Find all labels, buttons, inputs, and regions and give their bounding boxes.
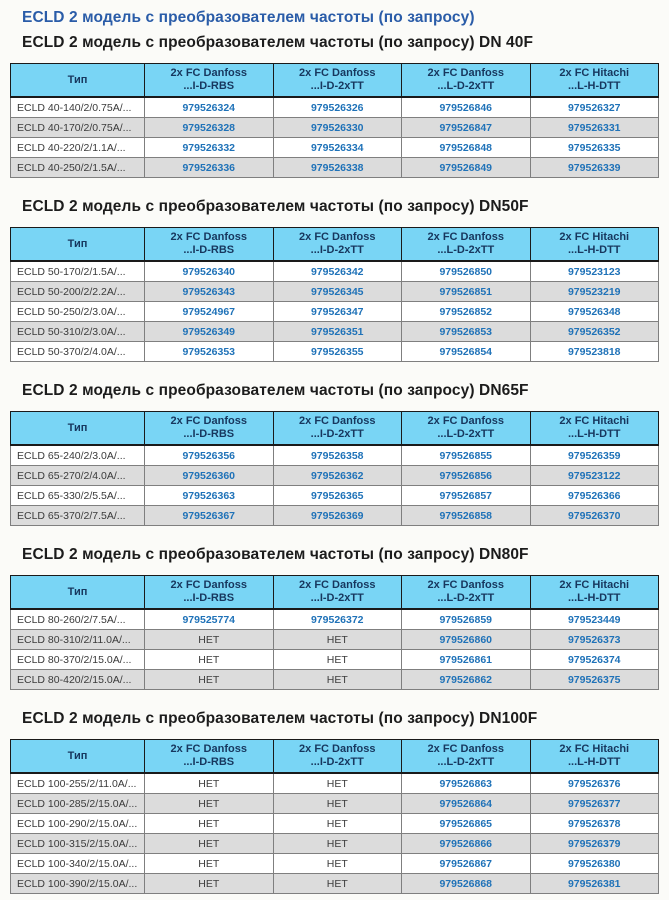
- table-row: [11, 342, 659, 362]
- not-available-cell: НЕТ: [145, 773, 274, 794]
- column-header-variant: [273, 740, 402, 774]
- column-header-variant: [145, 412, 274, 446]
- table-row: [11, 466, 659, 486]
- order-code-link[interactable]: 979526847: [402, 118, 531, 138]
- order-codes-table: [10, 63, 659, 178]
- order-code-link[interactable]: 979526367: [145, 506, 274, 526]
- type-cell: ECLD 100-255/2/11.0A/...: [11, 773, 145, 794]
- order-code-link[interactable]: 979526861: [402, 650, 531, 670]
- column-header-variant: [273, 64, 402, 98]
- order-code-link[interactable]: 979526358: [273, 445, 402, 466]
- table-row: [11, 630, 659, 650]
- column-header-variant: [145, 576, 274, 610]
- column-header-variant: [402, 740, 531, 774]
- column-header-line1: Тип: [67, 73, 88, 86]
- type-cell: ECLD 100-290/2/15.0A/...: [11, 814, 145, 834]
- column-header-variant: [530, 740, 659, 774]
- order-codes-table: [10, 739, 659, 894]
- table-row: [11, 118, 659, 138]
- not-available-cell: НЕТ: [145, 650, 274, 670]
- order-codes-table: [10, 575, 659, 690]
- order-code-link[interactable]: 979526849: [402, 158, 531, 178]
- order-code-link[interactable]: 979526853: [402, 322, 531, 342]
- table-row: [11, 794, 659, 814]
- column-header-line2: ...L-D-2xTT: [437, 592, 495, 604]
- not-available-cell: НЕТ: [273, 874, 402, 894]
- order-codes-table: [10, 411, 659, 526]
- order-code-link[interactable]: 979526858: [402, 506, 531, 526]
- column-header-line1: 2x FC Hitachi: [559, 743, 630, 755]
- type-cell: ECLD 80-260/2/7.5A/...: [11, 609, 145, 630]
- table-header-row: [11, 228, 659, 262]
- column-header-line1: 2x FC Danfoss: [170, 415, 247, 427]
- type-cell: ECLD 40-170/2/0.75A/...: [11, 118, 145, 138]
- order-code-link[interactable]: 979523219: [530, 282, 659, 302]
- order-code-link[interactable]: 979526848: [402, 138, 531, 158]
- column-header-variant: [273, 576, 402, 610]
- table-row: [11, 261, 659, 282]
- column-header-line2: ...L-D-2xTT: [437, 428, 495, 440]
- table-header-row: [11, 740, 659, 774]
- order-code-link[interactable]: 979526866: [402, 834, 531, 854]
- type-cell: ECLD 65-270/2/4.0A/...: [11, 466, 145, 486]
- type-cell: ECLD 50-310/2/3.0A/...: [11, 322, 145, 342]
- not-available-cell: НЕТ: [273, 773, 402, 794]
- column-header-variant: [402, 64, 531, 98]
- column-header-line1: 2x FC Hitachi: [559, 67, 630, 79]
- type-cell: ECLD 50-250/2/3.0A/...: [11, 302, 145, 322]
- order-code-link[interactable]: 979526375: [530, 670, 659, 690]
- order-code-link[interactable]: 979526868: [402, 874, 531, 894]
- column-header-line2: ...I-D-RBS: [183, 80, 235, 92]
- page-title: ECLD 2 модель с преобразователем частоты (по запросу): [22, 9, 475, 26]
- order-code-link[interactable]: 979526360: [145, 466, 274, 486]
- order-code-link[interactable]: 979526331: [530, 118, 659, 138]
- not-available-cell: НЕТ: [273, 650, 402, 670]
- table-section: [10, 198, 659, 362]
- not-available-cell: НЕТ: [145, 814, 274, 834]
- column-header-type: [11, 576, 145, 610]
- column-header-line1: 2x FC Danfoss: [170, 743, 247, 755]
- order-code-link[interactable]: 979526862: [402, 670, 531, 690]
- order-code-link[interactable]: 979526353: [145, 342, 274, 362]
- section-title: ECLD 2 модель с преобразователем частоты (по запросу) DN100F: [22, 710, 538, 727]
- order-code-link[interactable]: 979526376: [530, 773, 659, 794]
- not-available-cell: НЕТ: [273, 670, 402, 690]
- order-code-link[interactable]: 979526857: [402, 486, 531, 506]
- column-header-line1: 2x FC Danfoss: [427, 579, 504, 591]
- order-code-link[interactable]: 979526339: [530, 158, 659, 178]
- order-code-link[interactable]: 979526852: [402, 302, 531, 322]
- order-code-link[interactable]: 979526348: [530, 302, 659, 322]
- table-row: [11, 650, 659, 670]
- order-code-link[interactable]: 979526854: [402, 342, 531, 362]
- order-code-link[interactable]: 979526352: [530, 322, 659, 342]
- table-row: [11, 773, 659, 794]
- table-row: [11, 445, 659, 466]
- not-available-cell: НЕТ: [273, 794, 402, 814]
- table-row: [11, 302, 659, 322]
- column-header-line1: 2x FC Danfoss: [427, 67, 504, 79]
- column-header-variant: [145, 740, 274, 774]
- table-section: [10, 710, 659, 894]
- type-cell: ECLD 50-370/2/4.0A/...: [11, 342, 145, 362]
- column-header-line1: 2x FC Hitachi: [559, 579, 630, 591]
- order-code-link[interactable]: 979526864: [402, 794, 531, 814]
- order-code-link[interactable]: 979526328: [145, 118, 274, 138]
- order-code-link[interactable]: 979526370: [530, 506, 659, 526]
- column-header-line2: ...I-D-2xTT: [310, 428, 364, 440]
- order-code-link[interactable]: 979523818: [530, 342, 659, 362]
- type-cell: ECLD 50-170/2/1.5A/...: [11, 261, 145, 282]
- order-code-link[interactable]: 979526359: [530, 445, 659, 466]
- type-cell: ECLD 50-200/2/2.2A/...: [11, 282, 145, 302]
- order-code-link[interactable]: 979526349: [145, 322, 274, 342]
- table-row: [11, 97, 659, 118]
- order-code-link[interactable]: 979523123: [530, 261, 659, 282]
- not-available-cell: НЕТ: [273, 630, 402, 650]
- column-header-variant: [530, 228, 659, 262]
- table-row: [11, 854, 659, 874]
- column-header-line2: ...L-D-2xTT: [437, 80, 495, 92]
- order-code-link[interactable]: 979526850: [402, 261, 531, 282]
- column-header-line2: ...L-H-DTT: [567, 592, 621, 604]
- column-header-line1: 2x FC Hitachi: [559, 231, 630, 243]
- not-available-cell: НЕТ: [145, 630, 274, 650]
- column-header-variant: [530, 576, 659, 610]
- column-header-line2: ...I-D-2xTT: [310, 80, 364, 92]
- not-available-cell: НЕТ: [273, 854, 402, 874]
- not-available-cell: НЕТ: [145, 794, 274, 814]
- table-section: [10, 546, 659, 690]
- not-available-cell: НЕТ: [145, 670, 274, 690]
- table-row: [11, 874, 659, 894]
- column-header-variant: [402, 412, 531, 446]
- order-code-link[interactable]: 979526380: [530, 854, 659, 874]
- order-code-link[interactable]: 979526338: [273, 158, 402, 178]
- order-code-link[interactable]: 979526381: [530, 874, 659, 894]
- column-header-type: [11, 412, 145, 446]
- order-code-link[interactable]: 979526863: [402, 773, 531, 794]
- column-header-line1: 2x FC Danfoss: [170, 231, 247, 243]
- order-code-link[interactable]: 979526363: [145, 486, 274, 506]
- order-code-link[interactable]: 979526335: [530, 138, 659, 158]
- order-code-link[interactable]: 979523449: [530, 609, 659, 630]
- type-cell: ECLD 65-330/2/5.5A/...: [11, 486, 145, 506]
- table-header-row: [11, 64, 659, 98]
- column-header-variant: [273, 412, 402, 446]
- order-code-link[interactable]: 979523122: [530, 466, 659, 486]
- order-codes-table: [10, 227, 659, 362]
- type-cell: ECLD 40-220/2/1.1A/...: [11, 138, 145, 158]
- order-code-link[interactable]: 979526332: [145, 138, 274, 158]
- column-header-line1: 2x FC Danfoss: [299, 231, 376, 243]
- column-header-line1: 2x FC Danfoss: [170, 579, 247, 591]
- order-code-link[interactable]: 979526356: [145, 445, 274, 466]
- column-header-variant: [145, 228, 274, 262]
- column-header-line1: Тип: [67, 237, 88, 250]
- type-cell: ECLD 80-310/2/11.0A/...: [11, 630, 145, 650]
- section-title: ECLD 2 модель с преобразователем частоты (по запросу) DN80F: [22, 546, 529, 563]
- table-row: [11, 609, 659, 630]
- table-header-row: [11, 412, 659, 446]
- order-code-link[interactable]: 979526324: [145, 97, 274, 118]
- order-code-link[interactable]: 979526362: [273, 466, 402, 486]
- column-header-line1: 2x FC Danfoss: [299, 743, 376, 755]
- table-section: [10, 382, 659, 526]
- table-row: [11, 814, 659, 834]
- column-header-variant: [273, 228, 402, 262]
- column-header-type: [11, 64, 145, 98]
- order-code-link[interactable]: 979526860: [402, 630, 531, 650]
- order-code-link[interactable]: 979526330: [273, 118, 402, 138]
- order-code-link[interactable]: 979526373: [530, 630, 659, 650]
- column-header-line1: 2x FC Danfoss: [427, 743, 504, 755]
- order-code-link[interactable]: 979526865: [402, 814, 531, 834]
- column-header-variant: [530, 64, 659, 98]
- order-code-link[interactable]: 979526366: [530, 486, 659, 506]
- type-cell: ECLD 80-420/2/15.0A/...: [11, 670, 145, 690]
- column-header-line2: ...L-H-DTT: [567, 244, 621, 256]
- column-header-line2: ...L-D-2xTT: [437, 756, 495, 768]
- order-code-link[interactable]: 979526347: [273, 302, 402, 322]
- table-row: [11, 834, 659, 854]
- order-code-link[interactable]: 979526379: [530, 834, 659, 854]
- order-code-link[interactable]: 979526355: [273, 342, 402, 362]
- table-section: [10, 34, 659, 178]
- order-code-link[interactable]: 979526851: [402, 282, 531, 302]
- not-available-cell: НЕТ: [273, 834, 402, 854]
- table-row: [11, 486, 659, 506]
- order-code-link[interactable]: 979526846: [402, 97, 531, 118]
- table-header-row: [11, 576, 659, 610]
- type-cell: ECLD 100-315/2/15.0A/...: [11, 834, 145, 854]
- order-code-link[interactable]: 979526859: [402, 609, 531, 630]
- order-code-link[interactable]: 979526326: [273, 97, 402, 118]
- section-title: ECLD 2 модель с преобразователем частоты (по запросу) DN 40F: [22, 34, 534, 51]
- column-header-variant: [145, 64, 274, 98]
- column-header-line1: 2x FC Danfoss: [427, 415, 504, 427]
- table-row: [11, 322, 659, 342]
- order-code-link[interactable]: 979526372: [273, 609, 402, 630]
- column-header-line2: ...I-D-RBS: [183, 592, 235, 604]
- type-cell: ECLD 65-240/2/3.0A/...: [11, 445, 145, 466]
- column-header-variant: [402, 228, 531, 262]
- section-title: ECLD 2 модель с преобразователем частоты (по запросу) DN65F: [22, 382, 529, 399]
- column-header-line1: 2x FC Danfoss: [427, 231, 504, 243]
- type-cell: ECLD 40-250/2/1.5A/...: [11, 158, 145, 178]
- table-row: [11, 506, 659, 526]
- order-code-link[interactable]: 979524967: [145, 302, 274, 322]
- column-header-line2: ...L-H-DTT: [567, 756, 621, 768]
- not-available-cell: НЕТ: [145, 874, 274, 894]
- order-code-link[interactable]: 979526336: [145, 158, 274, 178]
- type-cell: ECLD 100-340/2/15.0A/...: [11, 854, 145, 874]
- type-cell: ECLD 65-370/2/7.5A/...: [11, 506, 145, 526]
- order-code-link[interactable]: 979526855: [402, 445, 531, 466]
- column-header-line2: ...I-D-RBS: [183, 428, 235, 440]
- table-row: [11, 670, 659, 690]
- column-header-line2: ...L-D-2xTT: [437, 244, 495, 256]
- order-code-link[interactable]: 979525774: [145, 609, 274, 630]
- order-code-link[interactable]: 979526856: [402, 466, 531, 486]
- column-header-line2: ...I-D-2xTT: [310, 244, 364, 256]
- column-header-line2: ...L-H-DTT: [567, 428, 621, 440]
- column-header-line1: 2x FC Danfoss: [299, 67, 376, 79]
- column-header-line1: 2x FC Hitachi: [559, 415, 630, 427]
- order-code-link[interactable]: 979526343: [145, 282, 274, 302]
- type-cell: ECLD 100-285/2/15.0A/...: [11, 794, 145, 814]
- column-header-line1: 2x FC Danfoss: [170, 67, 247, 79]
- order-code-link[interactable]: 979526340: [145, 261, 274, 282]
- table-row: [11, 158, 659, 178]
- not-available-cell: НЕТ: [145, 854, 274, 874]
- order-code-link[interactable]: 979526374: [530, 650, 659, 670]
- column-header-line1: Тип: [67, 749, 88, 762]
- table-row: [11, 138, 659, 158]
- order-code-link[interactable]: 979526351: [273, 322, 402, 342]
- column-header-line1: Тип: [67, 421, 88, 434]
- type-cell: ECLD 100-390/2/15.0A/...: [11, 874, 145, 894]
- table-row: [11, 282, 659, 302]
- column-header-variant: [530, 412, 659, 446]
- type-cell: ECLD 80-370/2/15.0A/...: [11, 650, 145, 670]
- order-code-link[interactable]: 979526867: [402, 854, 531, 874]
- order-code-link[interactable]: 979526342: [273, 261, 402, 282]
- column-header-variant: [402, 576, 531, 610]
- not-available-cell: НЕТ: [145, 834, 274, 854]
- order-code-link[interactable]: 979526365: [273, 486, 402, 506]
- column-header-line2: ...I-D-RBS: [183, 756, 235, 768]
- column-header-line2: ...L-H-DTT: [567, 80, 621, 92]
- order-code-link[interactable]: 979526377: [530, 794, 659, 814]
- order-code-link[interactable]: 979526378: [530, 814, 659, 834]
- sections-container: [10, 34, 659, 894]
- order-code-link[interactable]: 979526369: [273, 506, 402, 526]
- not-available-cell: НЕТ: [273, 814, 402, 834]
- column-header-line1: 2x FC Danfoss: [299, 415, 376, 427]
- column-header-line1: 2x FC Danfoss: [299, 579, 376, 591]
- column-header-line2: ...I-D-2xTT: [310, 592, 364, 604]
- column-header-line1: Тип: [67, 585, 88, 598]
- column-header-type: [11, 228, 145, 262]
- order-code-link[interactable]: 979526345: [273, 282, 402, 302]
- order-code-link[interactable]: 979526327: [530, 97, 659, 118]
- order-code-link[interactable]: 979526334: [273, 138, 402, 158]
- column-header-type: [11, 740, 145, 774]
- type-cell: ECLD 40-140/2/0.75A/...: [11, 97, 145, 118]
- section-title: ECLD 2 модель с преобразователем частоты (по запросу) DN50F: [22, 198, 529, 215]
- column-header-line2: ...I-D-RBS: [183, 244, 235, 256]
- column-header-line2: ...I-D-2xTT: [310, 756, 364, 768]
